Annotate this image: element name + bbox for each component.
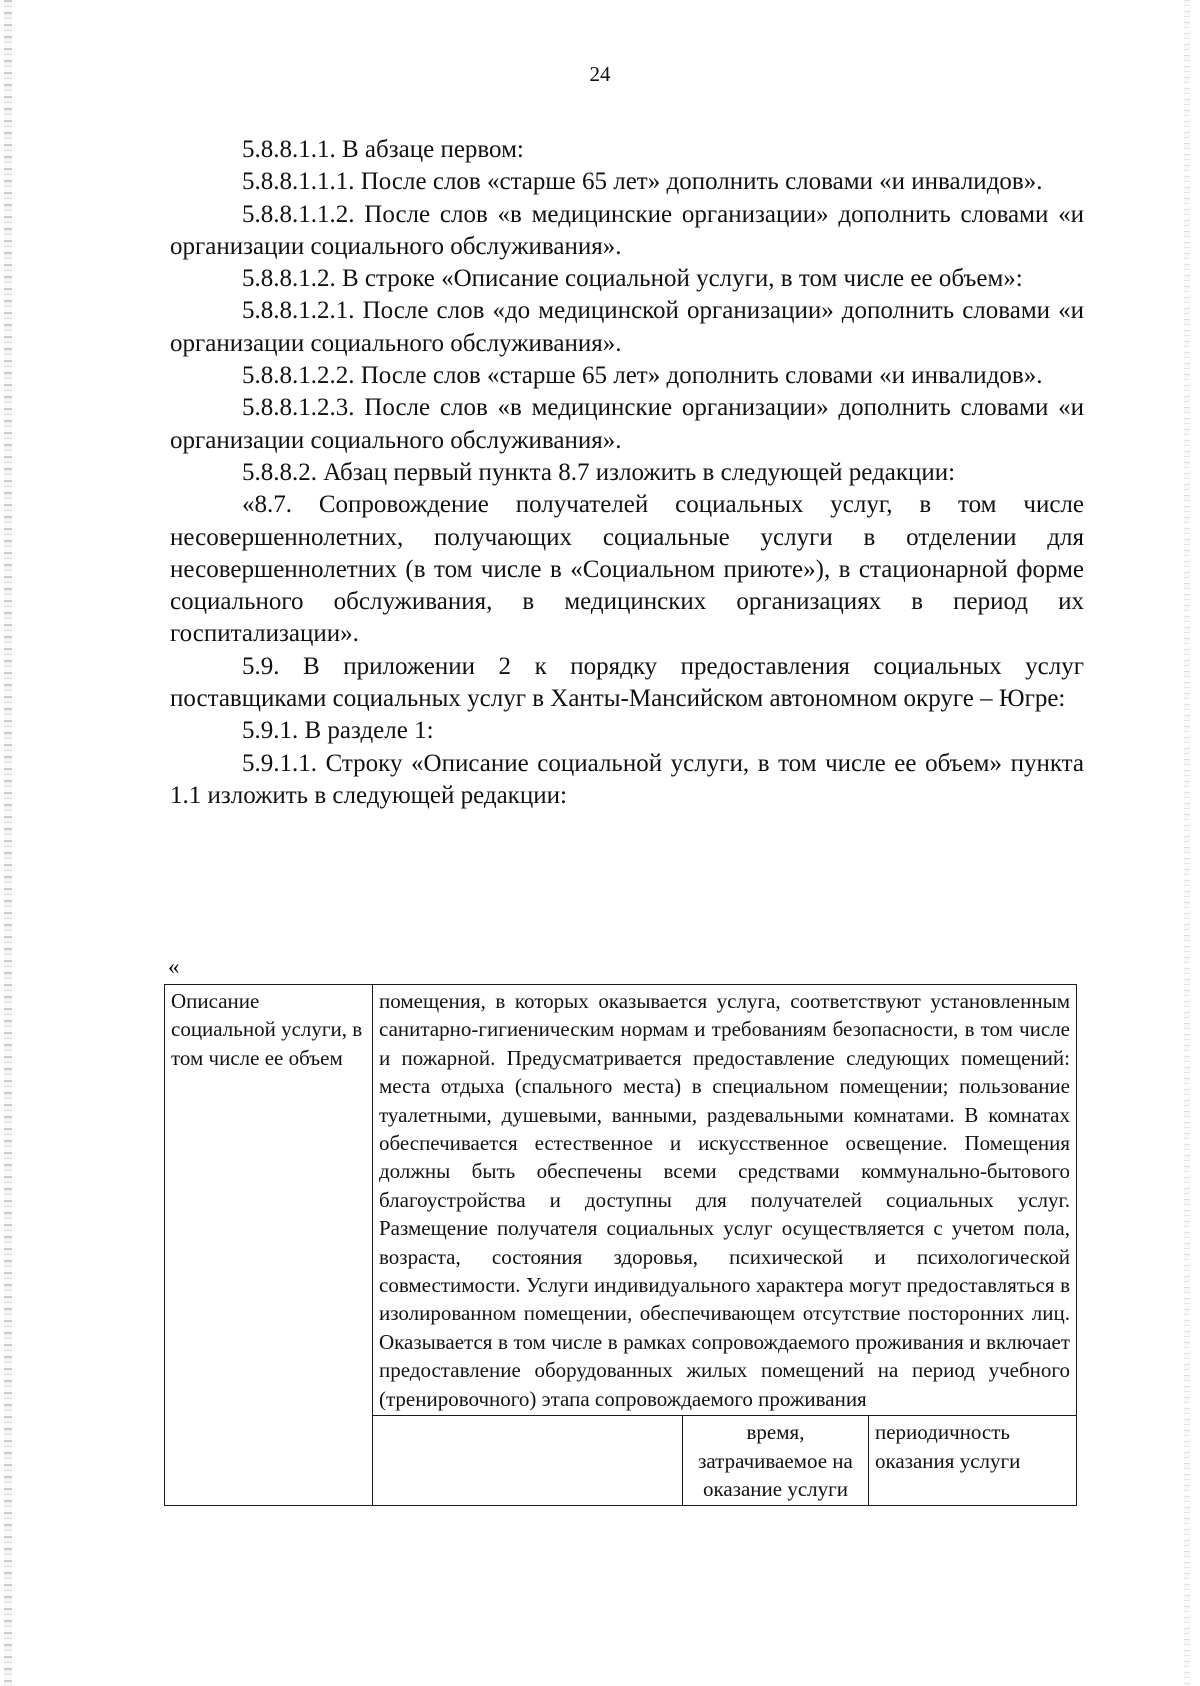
table-row xyxy=(165,985,1077,1416)
paragraph-5-8-8-1-1-1: 5.8.8.1.1.1. После слов «старше 65 лет» дополнить словами «и инвалидов». xyxy=(242,168,1043,196)
table-opening-quote: « xyxy=(168,954,180,979)
paragraph-5-8-8-1-1-2: 5.8.8.1.1.2. После слов «в медицинские организации» дополнить словами «и организации социального обслуживания». xyxy=(170,200,1084,260)
paragraph-5-9-1-1: 5.9.1.1. Строку «Описание социальной услуги, в том числе ее объем» пункта 1.1 изложить в следующей редакции: xyxy=(170,749,1084,809)
time-header-cell: время, затрачиваемое на оказание услуги xyxy=(682,1416,868,1506)
paragraph-5-9: 5.9. В приложении 2 к порядку предоставления социальных услуг поставщиками социальных услуг в Ханты-Мансийском автономном округе – Югре: xyxy=(170,652,1084,713)
periodicity-header-cell: периодичность оказания услуги xyxy=(868,1416,1076,1506)
paragraph-5-8-8-1-2-3: 5.8.8.1.2.3. После слов «в медицинские организации» дополнить словами «и организации социального обслуживания». xyxy=(170,394,1084,454)
empty-cell xyxy=(373,1416,683,1506)
service-label-cell: Описание социальной услуги, в том числе ее объем xyxy=(165,985,373,1506)
service-description-cell: помещения, в которых оказывается услуга, соответствуют установленным санитарно-гигиеническим нормам и требованиям безопасности, в том числе и пожарной. Предусматривается предоставление следующих помещений: места отдыха (спального места) в специальном помещении; пользование туалетными, душевыми, ванными, раздевальными комнатами. В комнатах обеспечивается естественное и искусственное освещение. Помещения должны быть обеспечены всеми средствами коммунально-бытового благоустройства и доступны для получателей социальных услуг. Размещение получателя социальных услуг осуществляется с учетом пола, возраста, состояния здоровья, психической и психологической совместимости. Услуги индивидуального характера могут предоставляться в изолированном помещении, обеспечивающем отсутствие посторонних лиц. Оказывается в том числе в рамках сопровождаемого проживания и включает предоставление оборудованных жилых помещений на период учебного (тренировочного) этапа сопровождаемого проживания xyxy=(373,985,1077,1416)
scan-edge-right xyxy=(1184,0,1190,1686)
paragraph-8-7-quote: «8.7. Сопровождение получателей социальных услуг, в том числе несовершеннолетних, получающих социальные услуги в отделении для несовершеннолетних (в том числе в «Социальном приюте»), в стационарной форме социального обслуживания, в медицинских организациях в период их госпитализации». xyxy=(170,491,1084,648)
paragraph-5-8-8-1-1: 5.8.8.1.1. В абзаце первом: xyxy=(242,136,524,163)
service-description-table xyxy=(164,984,1077,1506)
paragraph-5-9-1: 5.9.1. В разделе 1: xyxy=(242,717,434,745)
paragraph-5-8-8-1-2-2: 5.8.8.1.2.2. После слов «старше 65 лет» дополнить словами «и инвалидов». xyxy=(242,362,1043,390)
document-body xyxy=(170,134,1084,812)
paragraph-5-8-8-1-2-1: 5.8.8.1.2.1. После слов «до медицинской организации» дополнить словами «и организации социального обслуживания». xyxy=(170,297,1084,357)
paragraph-5-8-8-2: 5.8.8.2. Абзац первый пункта 8.7 изложить в следующей редакции: xyxy=(242,458,956,486)
page-number: 24 xyxy=(589,62,611,86)
paragraph-5-8-8-1-2: 5.8.8.1.2. В строке «Описание социальной услуги, в том числе ее объем»: xyxy=(242,265,1023,293)
scan-edge-left xyxy=(4,0,12,1686)
